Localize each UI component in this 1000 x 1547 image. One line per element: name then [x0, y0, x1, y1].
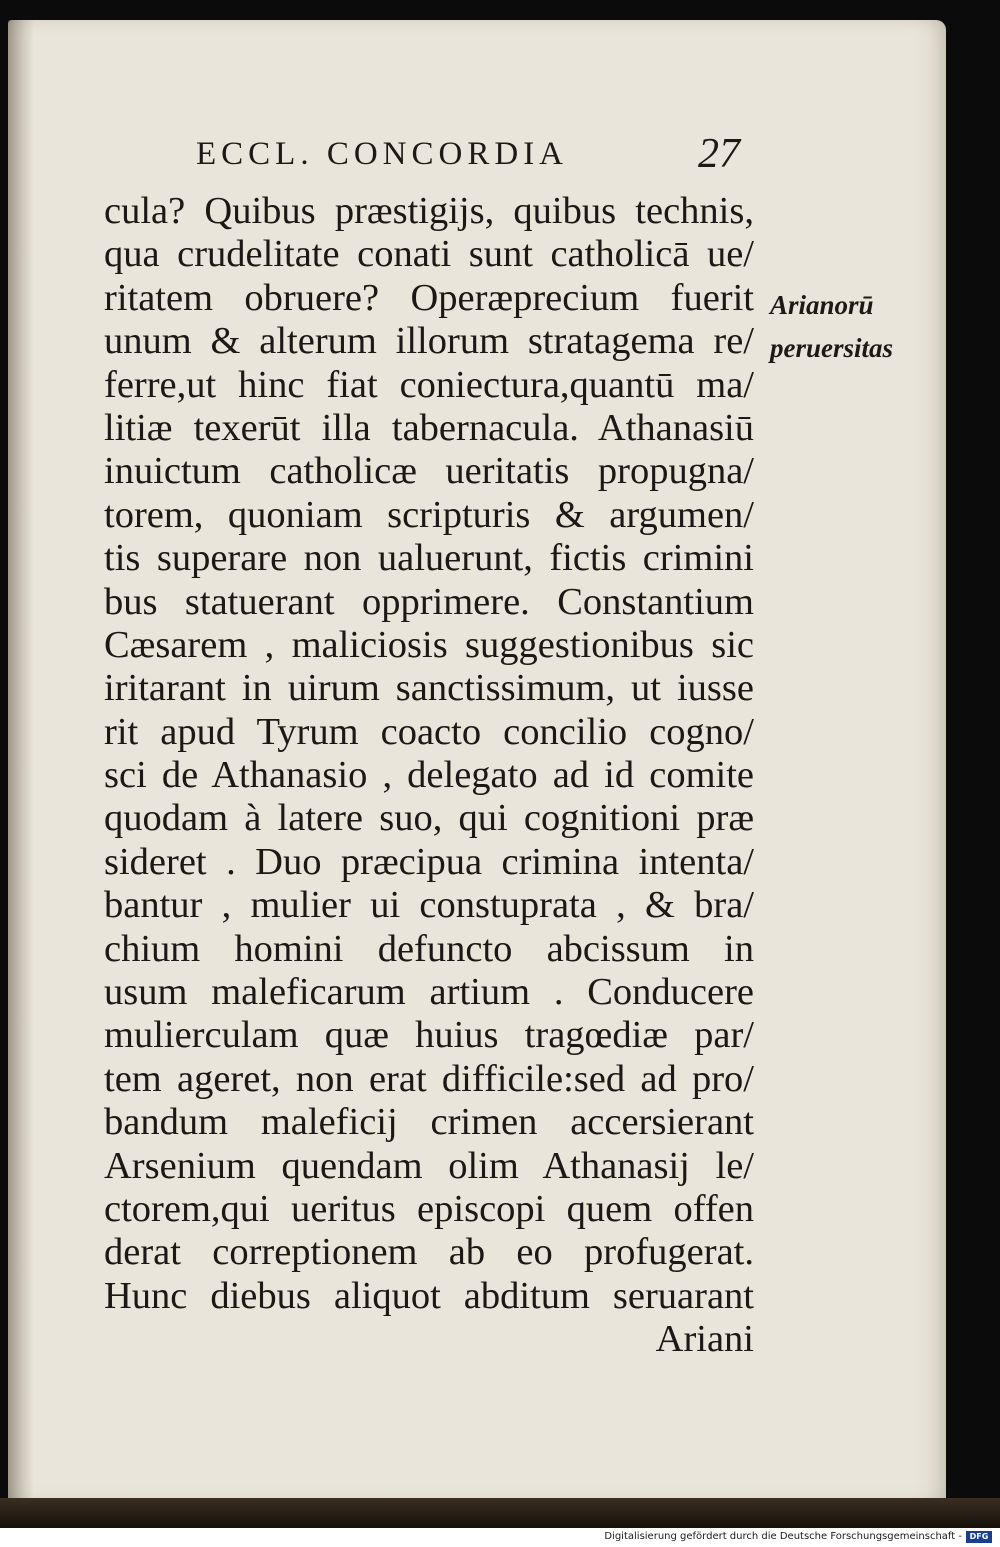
- page-number: 27: [698, 131, 740, 177]
- text-line: Hunc diebus aliquot abditum seruarant: [104, 1274, 754, 1317]
- text-line: litiæ texerūt illa tabernacula. Athanasiū: [104, 406, 754, 449]
- text-line: Cæsarem , maliciosis suggestionibus sic: [104, 623, 754, 666]
- text-line: derat correptionem ab eo profugerat.: [104, 1231, 754, 1274]
- text-line: ritatem obruere? Operæprecium fuerit: [104, 276, 754, 319]
- text-line: rit apud Tyrum coacto concilio cogno/: [104, 710, 754, 753]
- main-text-block: [104, 190, 754, 1362]
- text-line: bandum maleficij crimen accersierant: [104, 1101, 754, 1144]
- text-line: ctorem,qui ueritus episcopi quem offen: [104, 1187, 754, 1230]
- text-line: iritarant in uirum sanctissimum, ut iusse: [104, 667, 754, 710]
- marginal-note-line: Arianorū: [770, 290, 874, 320]
- text-line: unum & alterum illorum stratagema re/: [104, 320, 754, 363]
- text-line: usum maleficarum artium . Conducere: [104, 971, 754, 1014]
- dfg-logo-icon: DFG: [966, 1531, 992, 1543]
- page-bottom-edge: [0, 1498, 1000, 1528]
- running-head: [0, 128, 1000, 178]
- text-line: sideret . Duo præcipua crimina intenta/: [104, 840, 754, 883]
- text-line: sci de Athanasio , delegato ad id comite: [104, 754, 754, 797]
- text-line: bantur , mulier ui constuprata , & bra/: [104, 884, 754, 927]
- text-line: cula? Quibus præstigijs, quibus technis,: [104, 190, 754, 232]
- text-line: tis superare non ualuerunt, fictis crimini: [104, 537, 754, 580]
- text-line: tem ageret, non erat difficile:sed ad pro/: [104, 1057, 754, 1100]
- marginal-note-line: peruersitas: [770, 333, 894, 363]
- text-line: inuictum catholicæ ueritatis propugna/: [104, 450, 754, 493]
- text-line: torem, quoniam scripturis & argumen/: [104, 493, 754, 536]
- running-head-title: ECCL. CONCORDIA: [196, 136, 569, 172]
- text-line: bus statuerant opprimere. Constantium: [104, 580, 754, 623]
- text-line: mulierculam quæ huius tragœdiæ par/: [104, 1014, 754, 1057]
- marginal-note: [770, 284, 920, 370]
- text-line: qua crudelitate conati sunt catholicā ue/: [104, 233, 754, 276]
- funding-credit: Digitalisierung gefördert durch die Deutsche Forschungsgemeinschaft -: [604, 1531, 962, 1542]
- text-line: chium homini defuncto abcissum in: [104, 927, 754, 970]
- text-line: quodam à latere suo, qui cognitioni præ: [104, 797, 754, 840]
- text-line: ferre,ut hinc fiat coniectura,quantū ma/: [104, 363, 754, 406]
- digitization-footer: [0, 1528, 1000, 1547]
- text-line: Arsenium quendam olim Athanasij le/: [104, 1144, 754, 1187]
- catchword: Ariani: [655, 1318, 754, 1361]
